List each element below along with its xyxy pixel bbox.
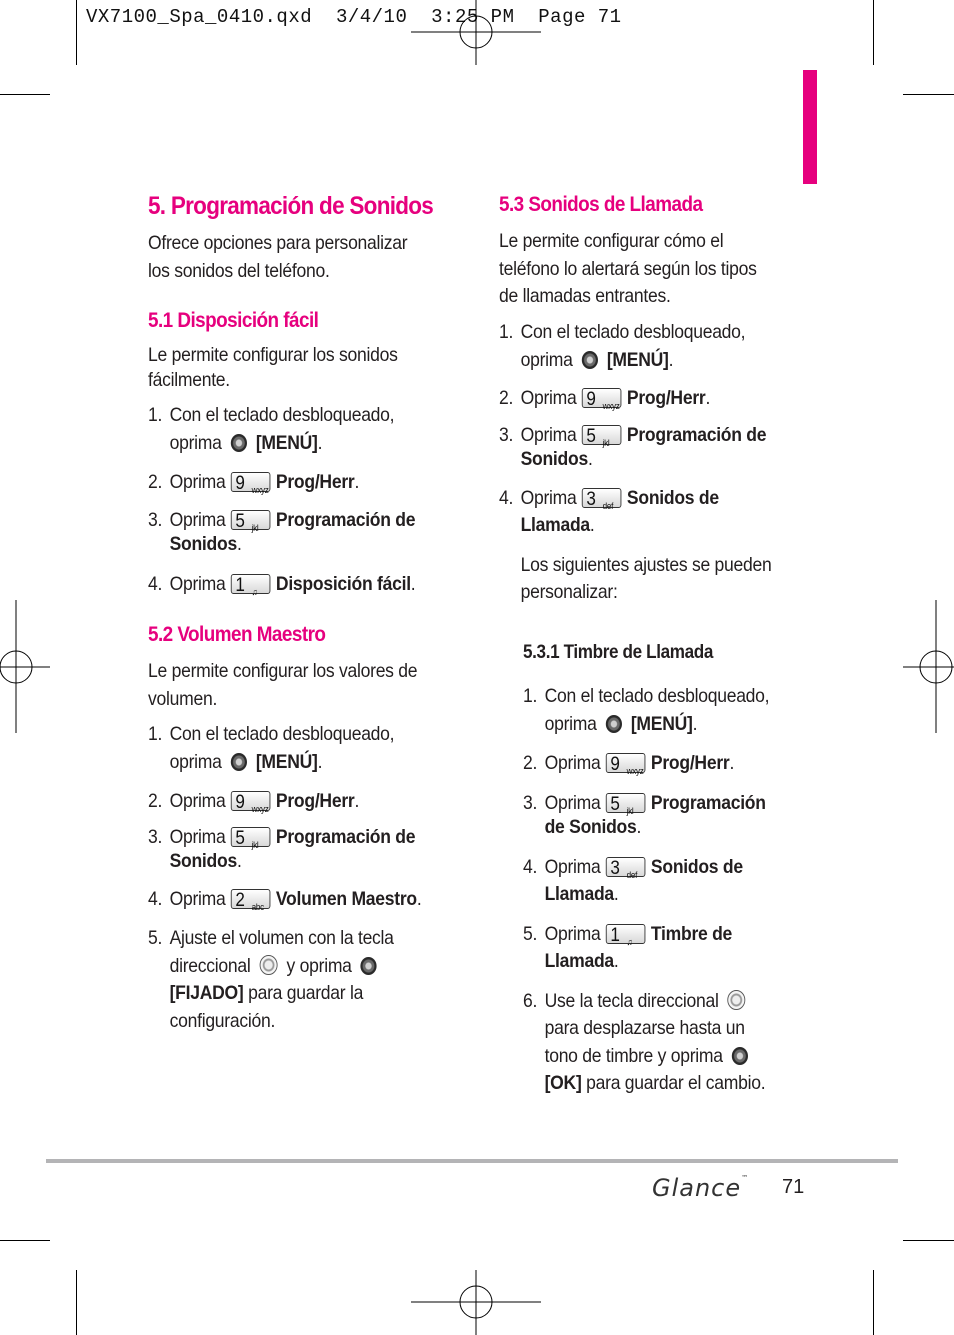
page-number: 71 <box>782 1176 805 1198</box>
list-item: 2. Oprima 9 wxyz Prog/Herr. <box>148 471 360 495</box>
key-2-icon: 2 abc <box>231 889 271 909</box>
subsection-title-5-1: 5.1 Disposición fácil <box>148 309 319 332</box>
subsection-title-5-3: 5.3 Sonidos de Llamada <box>499 193 703 216</box>
list-item: 2. Oprima 9 wxyz Prog/Herr. <box>523 752 735 776</box>
subsection-intro-5-3: Le permite configurar cómo el teléfono lo alertará según los tipos de llamadas entrantes. <box>499 230 757 307</box>
list-item: 3. Oprima 5 jkl Programación de <box>499 423 767 448</box>
list-item: 5. Oprima 1 ♫ Timbre de <box>523 922 733 947</box>
ok-key-icon <box>361 957 377 975</box>
list-item: Los siguientes ajustes se pueden <box>520 553 772 576</box>
step-list-5-3-1 <box>523 683 769 1098</box>
list-item: 1. Con el teclado desbloqueado, <box>499 321 746 343</box>
list-item: oprima [MENÚ]. <box>169 431 323 454</box>
key-9-icon: 9 wxyz <box>231 472 271 492</box>
list-item: de Sonidos. <box>544 816 642 838</box>
ok-key-icon <box>582 351 598 369</box>
list-item: direccional y oprima <box>148 953 421 981</box>
key-3-icon: 3 def <box>606 857 646 877</box>
list-item: 4. Oprima 1 ♫ Disposición fácil. <box>148 572 416 597</box>
step-list-5-3 <box>499 319 772 607</box>
list-item: Llamada. <box>544 883 619 905</box>
list-item: 1. Con el teclado desbloqueado, <box>148 404 395 426</box>
brand-logo: Glance™ <box>652 1174 750 1202</box>
section-title: 5. Programación de Sonidos <box>148 192 434 220</box>
footer-rule <box>46 1159 898 1163</box>
list-item: 1. Con el teclado desbloqueado, <box>148 723 395 745</box>
list-item: 4. Oprima 3 def Sonidos de <box>523 855 743 880</box>
key-1-icon: 1 ♫ <box>231 574 271 594</box>
step-list-5-1 <box>148 402 415 598</box>
list-item: 3. Oprima 5 jkl Programación de <box>148 508 416 533</box>
ok-key-icon <box>231 434 247 452</box>
step-list-5-2 <box>148 721 421 1035</box>
list-item: Llamada. <box>544 950 619 972</box>
subsection-intro-5-2: Le permite configurar los valores de volumen. <box>148 660 418 710</box>
ok-key-icon <box>606 715 622 733</box>
key-5-icon: 5 jkl <box>231 510 271 530</box>
list-item: personalizar: <box>520 581 618 603</box>
section-intro: Ofrece opciones para personalizar los sonidos del teléfono. <box>148 232 408 282</box>
key-5-icon: 5 jkl <box>231 827 271 847</box>
ok-key-icon <box>732 1047 748 1065</box>
navigation-key-icon <box>728 990 746 1010</box>
list-item: configuración. <box>169 1009 276 1032</box>
list-item: 3. Oprima 5 jkl Programación de <box>148 825 416 850</box>
list-item: Sonidos. <box>169 850 242 872</box>
list-item: 1. Con el teclado desbloqueado, <box>523 685 770 707</box>
key-9-icon: 9 wxyz <box>606 753 646 773</box>
list-item: [FIJADO] para guardar la <box>169 982 364 1004</box>
list-item: 3. Oprima 5 jkl Programación <box>523 791 766 816</box>
list-item: oprima [MENÚ]. <box>520 348 674 371</box>
list-item: 2. Oprima 9 wxyz Prog/Herr. <box>499 387 711 411</box>
list-item: oprima [MENÚ]. <box>544 712 698 735</box>
list-item: para desplazarse hasta un <box>544 1017 745 1039</box>
list-item: [OK] para guardar el cambio. <box>544 1072 766 1094</box>
list-item: 4. Oprima 3 def Sonidos de <box>499 486 719 511</box>
subsection-intro-5-1: Le permite configurar los sonidos fácilmente. <box>148 344 398 391</box>
section-tab-marker <box>803 70 817 184</box>
key-1-icon: 1 ♫ <box>606 924 646 944</box>
subsection-title-5-3-1: 5.3.1 Timbre de Llamada <box>523 642 714 663</box>
subsection-title-5-2: 5.2 Volumen Maestro <box>148 623 326 646</box>
key-9-icon: 9 wxyz <box>231 791 271 811</box>
list-item: 2. Oprima 9 wxyz Prog/Herr. <box>148 790 360 814</box>
list-item: Sonidos. <box>520 448 593 470</box>
ok-key-icon <box>231 753 247 771</box>
key-3-icon: 3 def <box>582 488 622 508</box>
printer-slug: VX7100_Spa_0410.qxd 3/4/10 3:25 PM Page 71 <box>86 6 622 28</box>
list-item: oprima [MENÚ]. <box>169 750 323 773</box>
list-item: 4. Oprima 2 abc Volumen Maestro. <box>148 887 422 912</box>
list-item: 6. Use la tecla direccional <box>523 988 769 1016</box>
key-5-icon: 5 jkl <box>606 793 646 813</box>
list-item: tono de timbre y oprima <box>523 1043 769 1071</box>
key-5-icon: 5 jkl <box>582 425 622 445</box>
key-9-icon: 9 wxyz <box>582 388 622 408</box>
list-item: 5. Ajuste el volumen con la tecla <box>148 927 394 949</box>
list-item: Llamada. <box>520 514 595 536</box>
list-item: Sonidos. <box>169 533 242 555</box>
navigation-key-icon <box>260 955 278 975</box>
